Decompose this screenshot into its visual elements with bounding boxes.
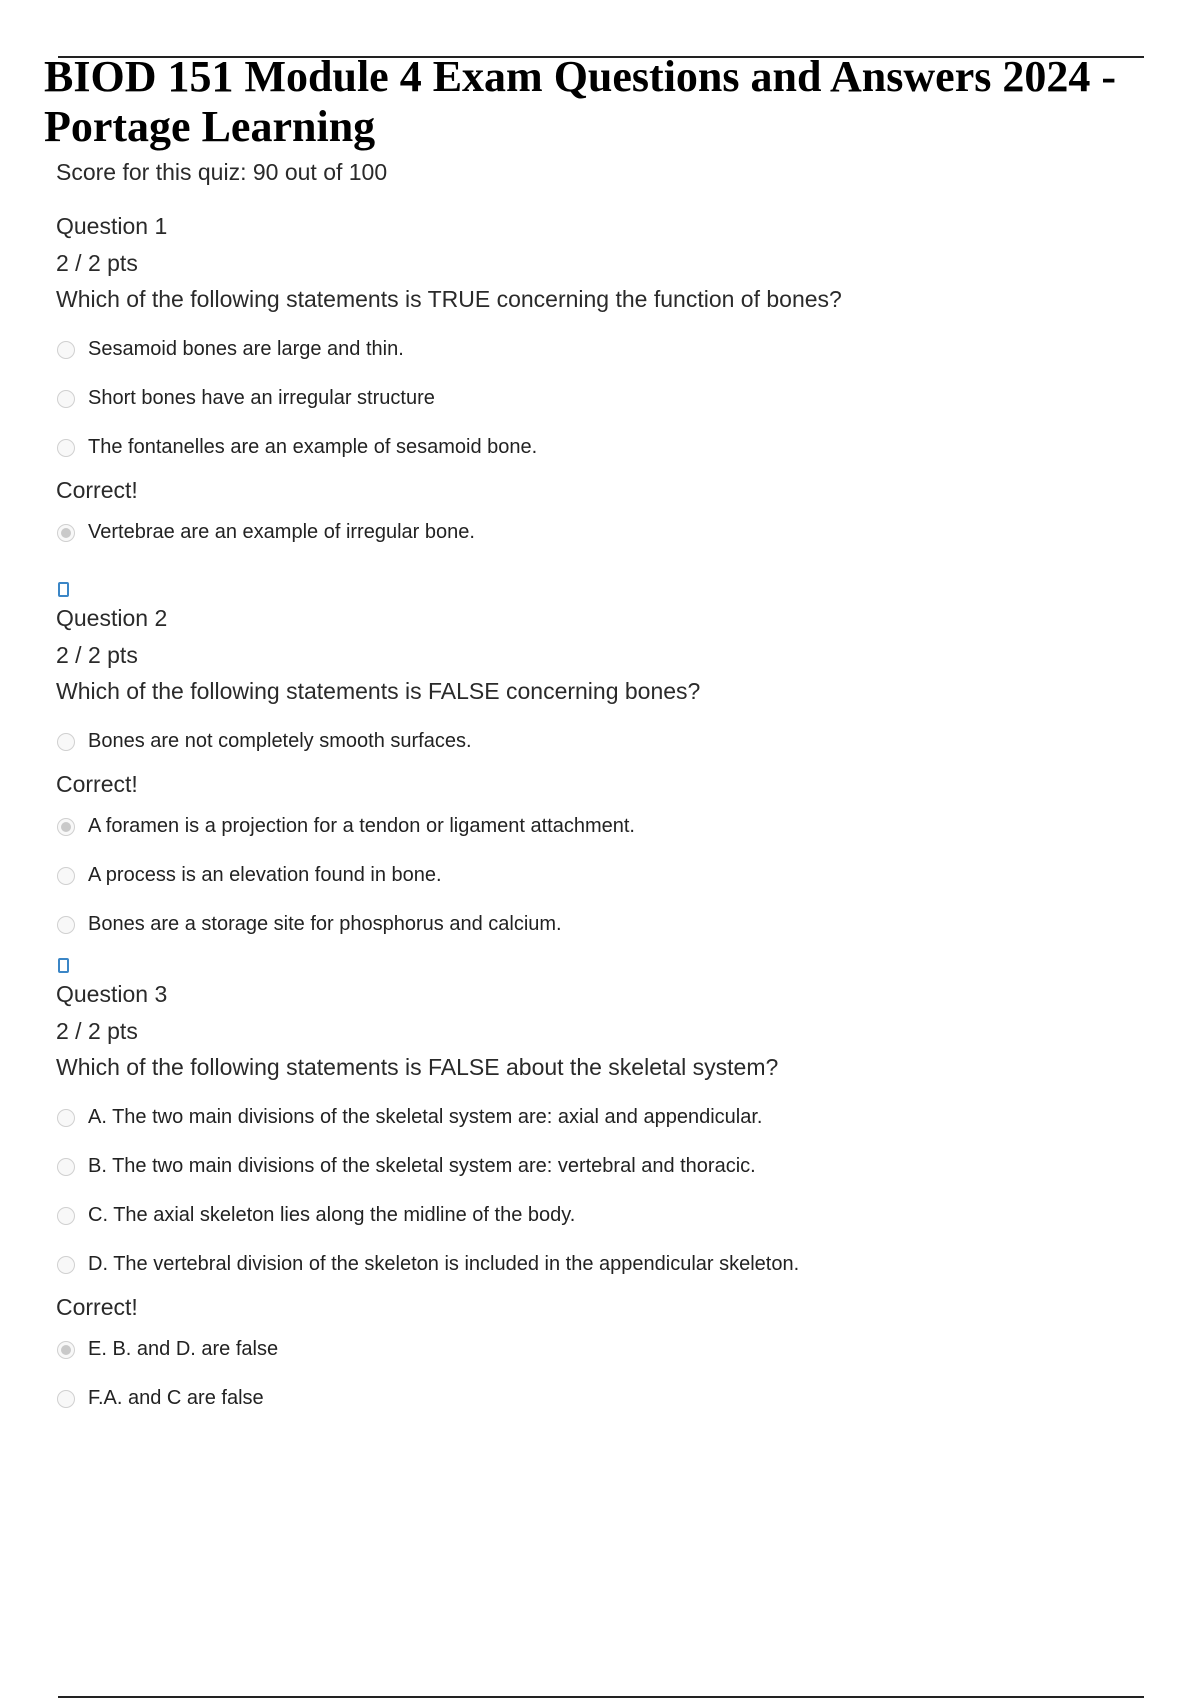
answer-label: A process is an elevation found in bone.	[88, 864, 442, 886]
answer-label: Vertebrae are an example of irregular bone.	[88, 521, 475, 543]
answer-option[interactable]	[56, 325, 1136, 374]
question-points: 2 / 2 pts	[56, 1018, 138, 1044]
answer-label: B. The two main divisions of the skeletal system are: vertebral and thoracic.	[88, 1155, 756, 1177]
question-points: 2 / 2 pts	[56, 642, 138, 668]
radio-button[interactable]	[57, 341, 75, 359]
answer-label: Bones are a storage site for phosphorus and calcium.	[88, 913, 562, 935]
radio-button[interactable]	[57, 1207, 75, 1225]
question-text: Which of the following statements is FALSE concerning bones?	[56, 678, 701, 704]
radio-button[interactable]	[57, 439, 75, 457]
answer-option[interactable]	[56, 1374, 1136, 1423]
answer-label: A. The two main divisions of the skeletal system are: axial and appendicular.	[88, 1106, 763, 1128]
correct-label: Correct!	[56, 477, 138, 503]
question-title: Question 1	[56, 213, 168, 239]
answer-option[interactable]	[56, 1093, 1136, 1142]
question-text: Which of the following statements is TRUE concerning the function of bones?	[56, 286, 842, 312]
question-1	[56, 212, 1136, 557]
answer-option[interactable]	[56, 851, 1136, 900]
answer-option[interactable]	[56, 1191, 1136, 1240]
answer-label: Bones are not completely smooth surfaces.	[88, 730, 472, 752]
bookmark-icon[interactable]	[58, 958, 69, 973]
bottom-rule	[58, 1696, 1144, 1698]
radio-button[interactable]	[57, 1256, 75, 1274]
quiz-score: Score for this quiz: 90 out of 100	[56, 159, 388, 185]
question-title: Question 2	[56, 605, 168, 631]
correct-label: Correct!	[56, 1294, 138, 1320]
answer-label: Short bones have an irregular structure	[88, 387, 435, 409]
answer-label: Sesamoid bones are large and thin.	[88, 338, 404, 360]
answer-option-selected[interactable]	[56, 1325, 1136, 1374]
answer-label: F.A. and C are false	[88, 1387, 264, 1409]
radio-button-selected[interactable]	[57, 818, 75, 836]
answer-label: E. B. and D. are false	[88, 1338, 279, 1360]
answer-option[interactable]	[56, 1142, 1136, 1191]
document-title: BIOD 151 Module 4 Exam Questions and Answers 2024 - Portage Learning	[44, 52, 1117, 151]
answer-option[interactable]	[56, 423, 1136, 472]
bookmark-icon[interactable]	[58, 582, 69, 597]
answer-label: The fontanelles are an example of sesamoid bone.	[88, 436, 538, 458]
answer-option[interactable]	[56, 374, 1136, 423]
radio-button[interactable]	[57, 733, 75, 751]
question-title: Question 3	[56, 981, 168, 1007]
answer-option[interactable]	[56, 900, 1136, 949]
answer-label: C. The axial skeleton lies along the midline of the body.	[88, 1204, 576, 1226]
correct-label: Correct!	[56, 771, 138, 797]
answer-option[interactable]	[56, 717, 1136, 766]
radio-button[interactable]	[57, 1109, 75, 1127]
radio-button[interactable]	[57, 916, 75, 934]
question-text: Which of the following statements is FALSE about the skeletal system?	[56, 1054, 779, 1080]
radio-button-selected[interactable]	[57, 1341, 75, 1359]
radio-button[interactable]	[57, 867, 75, 885]
question-3	[56, 958, 1136, 1423]
radio-button[interactable]	[57, 390, 75, 408]
radio-button[interactable]	[57, 1158, 75, 1176]
question-points: 2 / 2 pts	[56, 250, 138, 276]
radio-button[interactable]	[57, 1390, 75, 1408]
answer-option-selected[interactable]	[56, 508, 1136, 557]
answer-option-selected[interactable]	[56, 802, 1136, 851]
answer-label: D. The vertebral division of the skeleton is included in the appendicular skeleton.	[88, 1253, 800, 1275]
question-2	[56, 582, 1136, 949]
answer-option[interactable]	[56, 1240, 1136, 1289]
answer-label: A foramen is a projection for a tendon or ligament attachment.	[88, 815, 635, 837]
radio-button-selected[interactable]	[57, 524, 75, 542]
